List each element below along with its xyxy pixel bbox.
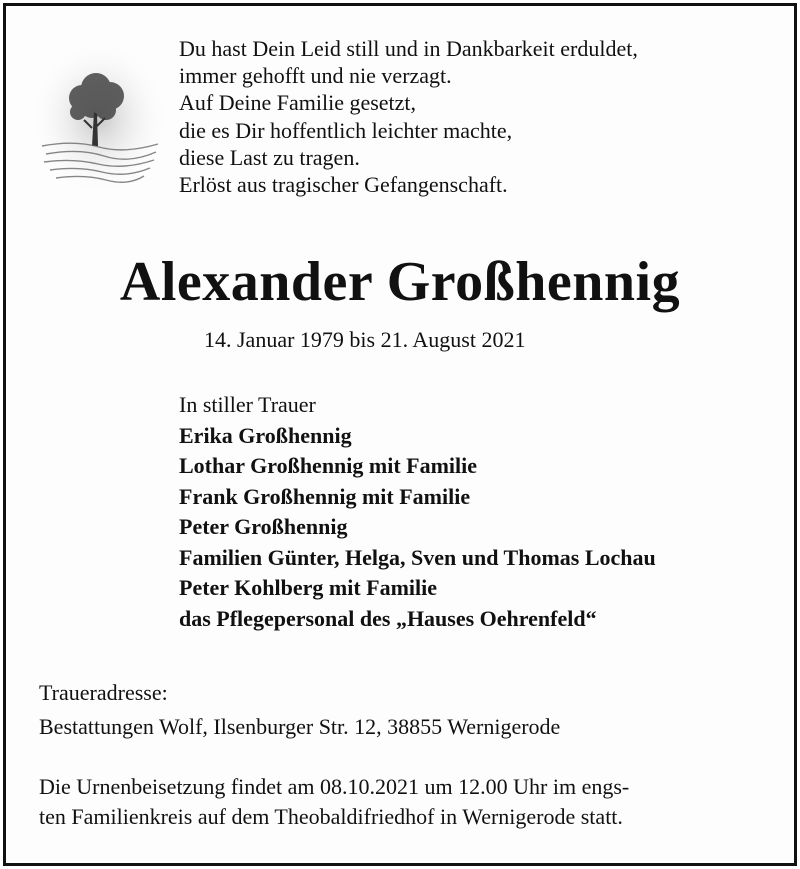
mourner-name: Familien Günter, Helga, Sven und Thomas Lochau: [179, 544, 656, 570]
address-label: Traueradresse:: [39, 680, 168, 705]
mourners-intro: In stiller Trauer: [179, 392, 316, 417]
mourner-name: Peter Großhennig: [179, 514, 348, 539]
poem-line: immer gehofft und nie verzagt.: [179, 63, 452, 89]
notice-line: ten Familienkreis auf dem Theobaldifriedhof in Wernigerode statt.: [39, 804, 623, 829]
mourner-name: Lothar Großhennig mit Familie: [179, 453, 478, 478]
deceased-name: Alexander Großhennig: [119, 251, 681, 313]
poem-line: Auf Deine Familie gesetzt,: [179, 90, 417, 116]
mourner-name: das Pflegepersonal des „Hauses Oehrenfeld“: [179, 605, 597, 631]
notice-line: Die Urnenbeisetzung findet am 08.10.2021 um 12.00 Uhr im engs-: [39, 774, 630, 799]
mourners-list: [179, 390, 656, 634]
burial-notice: [39, 772, 629, 832]
life-dates: 14. Januar 1979 bis 21. August 2021: [204, 327, 526, 352]
mourning-address: [39, 676, 560, 744]
poem-line: Erlöst aus tragischer Gefangenschaft.: [179, 172, 508, 198]
mourner-name: Erika Großhennig: [179, 422, 352, 448]
obituary-frame: [3, 3, 797, 866]
poem-line: Du hast Dein Leid still und in Dankbarkeit erduldet,: [179, 36, 638, 61]
tree-landscape-icon: [34, 46, 164, 191]
mourner-name: Peter Kohlberg mit Familie: [179, 575, 438, 600]
mourner-name: Frank Großhennig mit Familie: [179, 483, 471, 509]
poem-line: diese Last zu tragen.: [179, 144, 360, 170]
address-value: Bestattungen Wolf, Ilsenburger Str. 12, 38855 Wernigerode: [39, 714, 561, 739]
poem: [179, 35, 638, 198]
poem-line: die es Dir hoffentlich leichter machte,: [179, 117, 513, 143]
